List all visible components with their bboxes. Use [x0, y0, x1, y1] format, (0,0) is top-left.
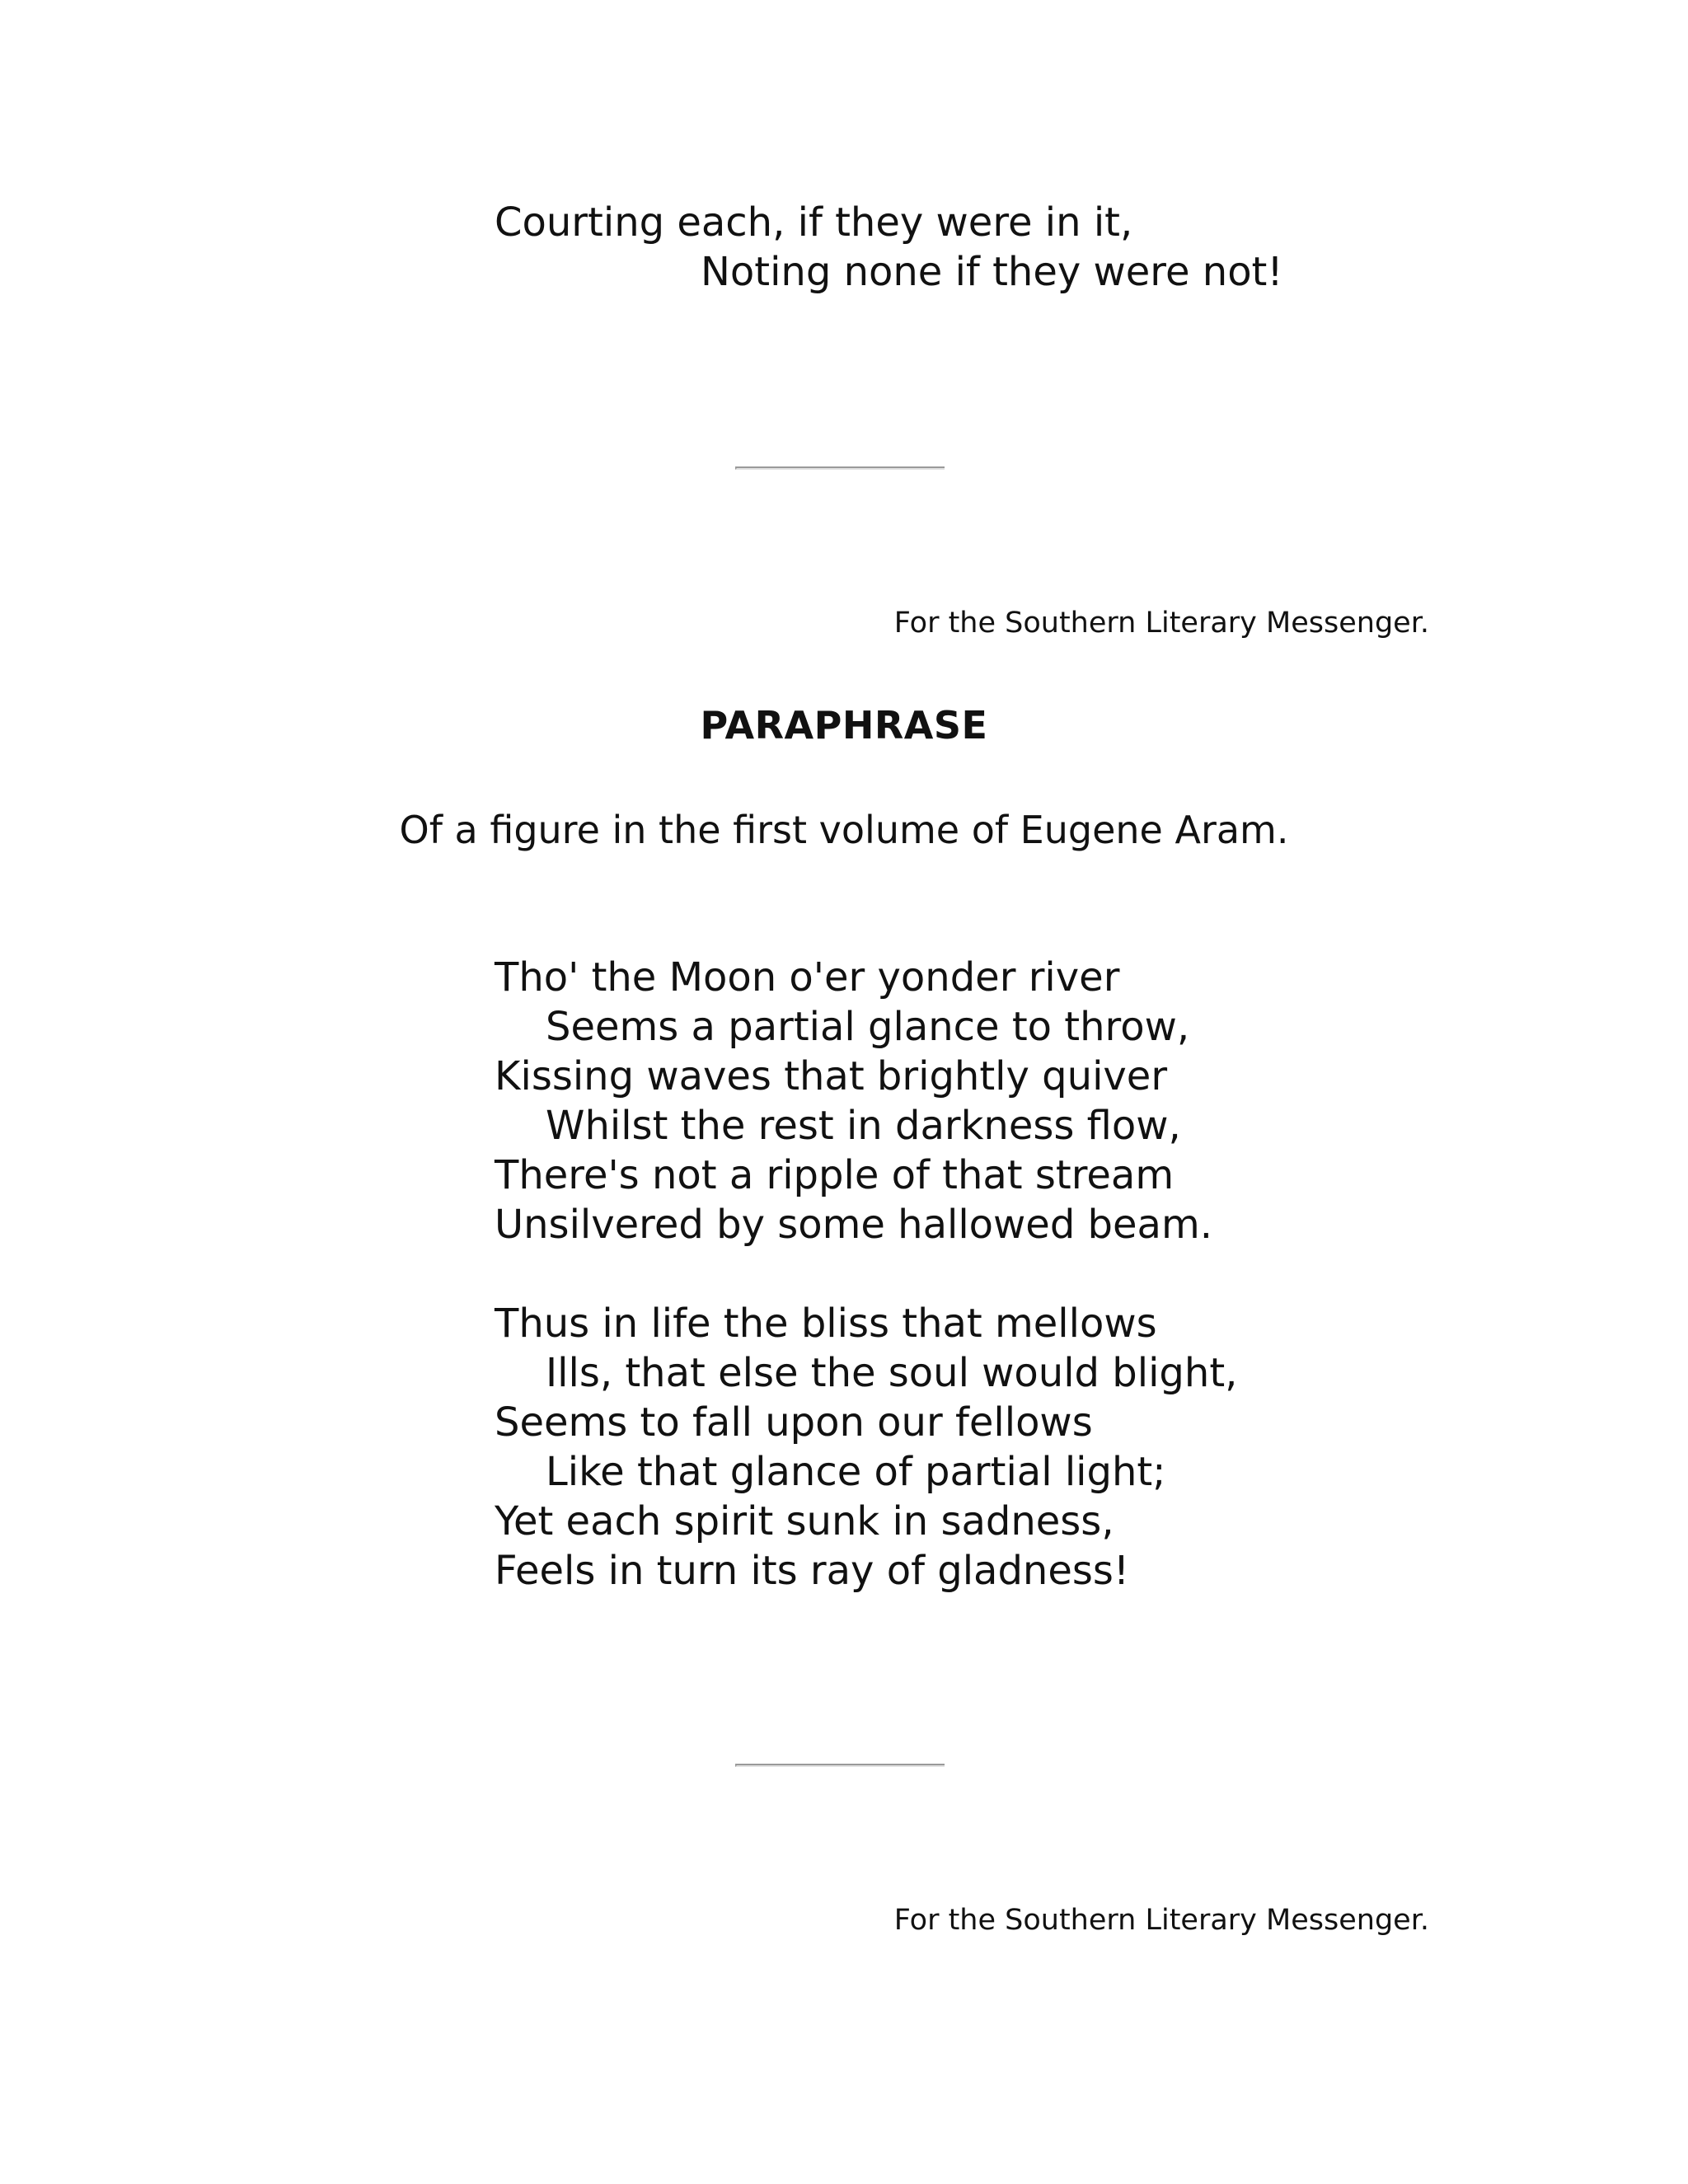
poem-title: PARAPHRASE	[700, 703, 988, 748]
poem-line: Like that glance of partial light;	[546, 1449, 1166, 1495]
poem-line: Kissing waves that brightly quiver	[495, 1053, 1168, 1099]
poem-line: Seems a partial glance to throw,	[546, 1004, 1190, 1050]
section-divider	[735, 1764, 945, 1767]
poem-line: Feels in turn its ray of gladness!	[495, 1548, 1130, 1594]
top-stanza	[495, 198, 1283, 297]
publication-credit: For the Southern Literary Messenger.	[893, 607, 1429, 640]
poem-line: Unsilvered by some hallowed beam.	[495, 1202, 1212, 1248]
stanza-2	[495, 1299, 1237, 1596]
poem-line: Yet each spirit sunk in sadness,	[495, 1498, 1114, 1544]
poem-line: There's not a ripple of that stream	[495, 1152, 1175, 1198]
poem-line: Ills, that else the soul would blight,	[546, 1350, 1238, 1396]
poem-line: Thus in life the bliss that mellows	[495, 1301, 1157, 1347]
poem-line: Whilst the rest in darkness flow,	[546, 1103, 1181, 1149]
poem-line: Tho' the Moon o'er yonder river	[495, 954, 1120, 1001]
section-divider	[735, 466, 945, 470]
stanza-1	[495, 953, 1212, 1249]
publication-credit: For the Southern Literary Messenger.	[893, 1904, 1429, 1937]
poem-subtitle: Of a figure in the first volume of Eugene Aram.	[399, 808, 1289, 852]
poem-line: Noting none if they were not!	[701, 249, 1283, 295]
poem-line: Seems to fall upon our fellows	[495, 1399, 1093, 1446]
poem-line: Courting each, if they were in it,	[495, 199, 1133, 246]
